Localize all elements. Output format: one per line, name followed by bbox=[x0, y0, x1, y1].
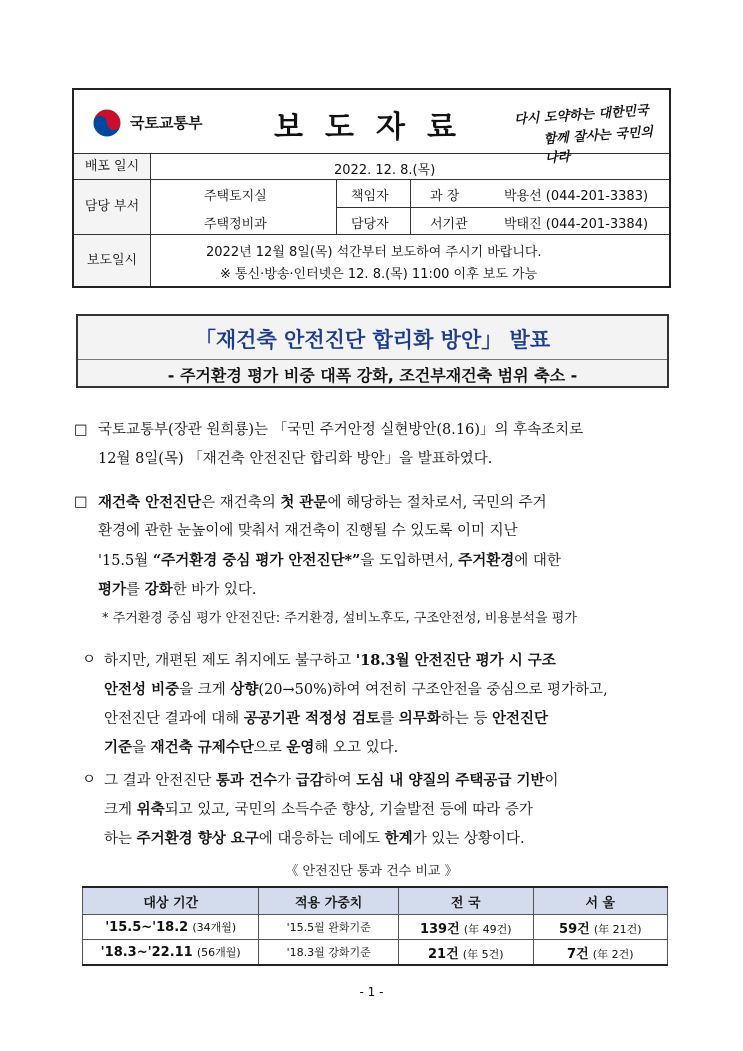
paragraph-4 bbox=[82, 766, 682, 854]
release-label: 보도일시 bbox=[74, 235, 150, 286]
page-number: - 1 - bbox=[359, 985, 384, 999]
ministry-name: 국토교통부 bbox=[130, 114, 203, 132]
headline-box bbox=[76, 314, 669, 388]
responsible-title: 과 장 bbox=[430, 189, 460, 204]
table-row bbox=[83, 915, 668, 940]
header-weight: 적용 가중치 bbox=[259, 887, 399, 915]
paragraph-1-line-1: 국토교통부(장관 원희룡)는 「국민 주거안정 실현방안(8.16)」의 후속조치로 bbox=[98, 422, 584, 438]
row-nation: 139건 (年 49건) bbox=[398, 915, 533, 940]
row-weight: '18.3월 강화기준 bbox=[259, 940, 399, 966]
footnote: * 주거환경 중심 평가 안전진단: 주거환경, 설비노후도, 구조안전성, 비용분석을 평가 bbox=[102, 611, 577, 626]
headline-title: 「재건축 안전진단 합리화 방안」 발표 bbox=[194, 328, 551, 352]
row-weight: '15.5월 완화기준 bbox=[259, 915, 399, 940]
distribution-label: 배포 일시 bbox=[74, 154, 150, 179]
government-emblem-icon bbox=[92, 108, 122, 138]
paragraph-2-line-3: '15.5월 “주거환경 중심 평가 안전진단*”을 도입하면서, 주거환경에 대한 bbox=[98, 552, 561, 569]
paragraph-4-line-3: 하는 주거환경 향상 요구에 대응하는 데에도 한계가 있는 상황이다. bbox=[104, 830, 525, 847]
release-embargo-note: ※ 통신·방송·인터넷은 12. 8.(목) 11:00 이후 보도 가능 bbox=[220, 267, 538, 282]
header-period: 대상 기간 bbox=[83, 887, 259, 915]
header-seoul: 서 울 bbox=[533, 887, 667, 915]
paragraph-4-line-1: 그 결과 안전진단 통과 건수가 급감하여 도심 내 양질의 주택공급 기반이 bbox=[104, 772, 559, 789]
headline-subtitle: - 주거환경 평가 비중 대폭 강화, 조건부재건축 범위 축소 - bbox=[167, 366, 578, 385]
responsible-label: 책임자 bbox=[351, 189, 389, 204]
staff-title: 서기관 bbox=[430, 217, 468, 232]
comparison-table bbox=[82, 886, 668, 966]
responsible-contact: 박용선 (044-201-3383) bbox=[504, 189, 649, 204]
release-row bbox=[74, 235, 669, 286]
slogan-line-2: 함께 잘사는 국민의 나라 bbox=[543, 124, 654, 167]
paragraph-2 bbox=[74, 488, 674, 604]
circle-bullet: ㅇ bbox=[82, 652, 97, 668]
department-name-2: 주택정비과 bbox=[204, 217, 267, 232]
distribution-row bbox=[74, 154, 669, 180]
circle-bullet: ㅇ bbox=[82, 772, 97, 788]
table-header-row bbox=[83, 887, 668, 915]
release-instruction: 2022년 12월 8일(목) 석간부터 보도하여 주시기 바랍니다. bbox=[206, 245, 542, 260]
department-label: 담당 부서 bbox=[74, 180, 150, 234]
paragraph-2-line-4: 평가를 강화한 바가 있다. bbox=[98, 581, 257, 598]
department-name-1: 주택토지실 bbox=[204, 189, 267, 204]
square-bullet: □ bbox=[74, 494, 88, 510]
row-period: '15.5~'18.2 (34개월) bbox=[83, 915, 259, 940]
row-seoul: 59건 (年 21건) bbox=[533, 915, 667, 940]
slogan-line-1: 다시 도약하는 대한민국 bbox=[513, 103, 650, 128]
header-table bbox=[72, 88, 671, 288]
row-period: '18.3~'22.11 (56개월) bbox=[83, 940, 259, 966]
paragraph-1 bbox=[74, 416, 674, 476]
table-row bbox=[83, 940, 668, 966]
square-bullet: □ bbox=[74, 422, 88, 438]
table-caption: 《 안전진단 통과 건수 비교 》 bbox=[285, 864, 458, 879]
paragraph-3-line-3: 안전진단 결과에 대해 공공기관 적정성 검토를 의무화하는 등 안전진단 bbox=[104, 710, 548, 727]
paragraph-3-line-2: 안전성 비중을 크게 상향(20→50%)하여 여전히 구조안전을 중심으로 평가하고, bbox=[104, 681, 608, 698]
distribution-date: 2022. 12. 8.(목) bbox=[334, 163, 436, 178]
paragraph-1-line-2: 12월 8일(목) 「재건축 안전진단 합리화 방안」을 발표하였다. bbox=[98, 451, 493, 467]
paragraph-2-line-1: 재건축 안전진단은 재건축의 첫 관문에 해당하는 절차로서, 국민의 주거 bbox=[98, 494, 547, 511]
header-nation: 전 국 bbox=[398, 887, 533, 915]
paragraph-3-line-1: 하지만, 개편된 제도 취지에도 불구하고 '18.3월 안전진단 평가 시 구조 bbox=[104, 652, 556, 669]
press-release-title: 보도자료 bbox=[274, 110, 478, 145]
paragraph-3 bbox=[82, 646, 682, 762]
row-nation: 21건 (年 5건) bbox=[398, 940, 533, 966]
paragraph-2-line-2: 환경에 관한 눈높이에 맞춰서 재건축이 진행될 수 있도록 이미 지난 bbox=[98, 523, 518, 539]
department-row bbox=[74, 180, 669, 235]
row-seoul: 7건 (年 2건) bbox=[533, 940, 667, 966]
paragraph-3-line-4: 기준을 재건축 규제수단으로 운영해 오고 있다. bbox=[104, 739, 399, 756]
staff-label: 담당자 bbox=[351, 217, 389, 232]
paragraph-4-line-2: 크게 위축되고 있고, 국민의 소득수준 향상, 기술발전 등에 따라 증가 bbox=[104, 801, 533, 818]
staff-contact: 박태진 (044-201-3384) bbox=[504, 217, 649, 232]
